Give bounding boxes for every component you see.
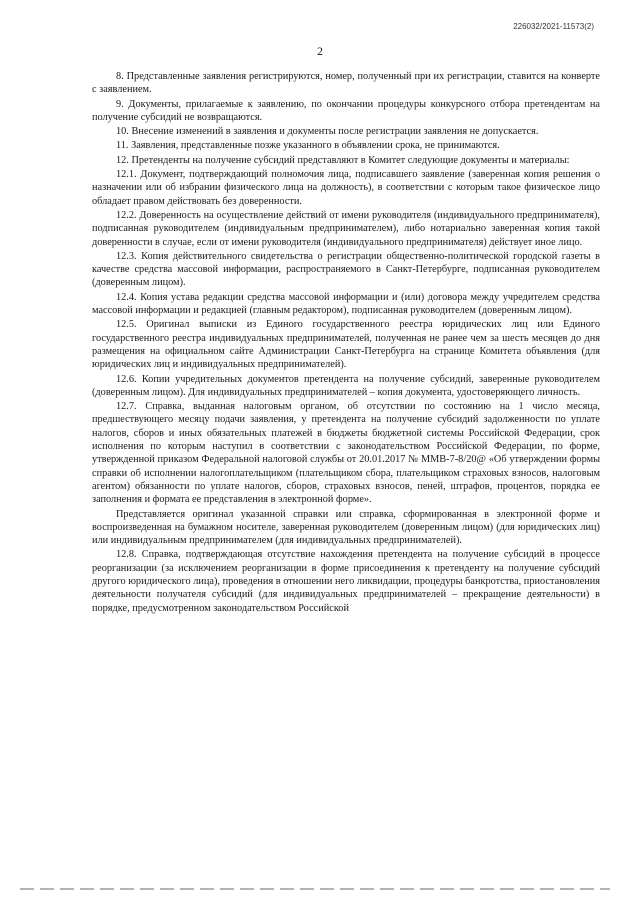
document-number: 226032/2021-11573(2): [513, 22, 594, 31]
document-body: [92, 70, 600, 616]
paragraph-10: 10. Внесение изменений в заявления и документы после регистрации заявления не допускается.: [116, 126, 539, 138]
paragraph-12-4: 12.4. Копия устава редакции средства массовой информации и (или) договора между учредителем средства массовой информации и редакцией (главным редактором), подписанная руководителем (доверенным лицом).: [92, 291, 600, 317]
paragraph-12-1: 12.1. Документ, подтверждающий полномочия лица, подписавшего заявление (заверенная копия решения о назначении или об избрании физического лица на должность), в соответствии с которым такое физическое лицо обладает правом действовать без доверенности.: [92, 169, 600, 207]
paragraph-11: 11. Заявления, представленные позже указанного в объявлении срока, не принимаются.: [116, 140, 500, 152]
paragraph-9: 9. Документы, прилагаемые к заявлению, по окончании процедуры конкурсного отбора претендентам на получение субсидий не возвращаются.: [92, 98, 600, 123]
paragraph-12-7: 12.7. Справка, выданная налоговым органом, об отсутствии по состоянию на 1 число месяца, предшествующего месяцу подачи заявления, у претендента на получение субсидий задолженности по уплате налогов, сборов и иных обязательных платежей в бюджеты бюджетной системы Российской Федерации, срок исполнения по которым наступил в соответствии с законодательством Российской Федерации, по форме, утвержденной приказом Федеральной налоговой службы от 20.01.2017 № ММВ-7-8/20@ «Об утверждении формы справки об исполнении налогоплательщиком (плательщиком сбора, плательщиком страховых взносов, налоговым агентом) обязанности по уплате налогов, сборов, страховых взносов, пеней, штрафов, процентов, порядка ее заполнения и формата ее представления в электронной форме».: [92, 401, 600, 506]
paragraph-12-8: 12.8. Справка, подтверждающая отсутствие нахождения претендента на получение субсидий в процессе реорганизации (за исключением реорганизации в форме присоединения к претенденту на получение субсидий другого юридического лица), проведения в отношении него ликвидации, процедуры банкротства, приостановления деятельности получателя субсидий (для индивидуальных предпринимателей – прекращение деятельности) в порядке, предусмотренном законодательством Российской: [92, 549, 600, 614]
paragraph-12: 12. Претенденты на получение субсидий представляют в Комитет следующие документы и материалы:: [116, 154, 570, 166]
paragraph-12-2: 12.2. Доверенность на осуществление действий от имени руководителя (индивидуального предпринимателя), подписанная руководителем (индивидуальным предпринимателем), либо нотариально заверенная копия такой доверенности в случае, если от имени руководителя (индивидуального предпринимателя) действует иное лицо.: [92, 209, 600, 248]
paragraph-12-6: 12.6. Копии учредительных документов претендента на получение субсидий, заверенные руководителем (доверенным лицом). Для индивидуальных предпринимателей – копия документа, удостоверяющего личность.: [92, 373, 600, 398]
paragraph-12-5: 12.5. Оригинал выписки из Единого государственного реестра юридических лиц или Единого государственного реестра индивидуальных предпринимателей, полученная не ранее чем за шесть месяцев до дня размещения на официальном сайте Администрации Санкт-Петербурга на странице Комитета объявления (для юридических лиц и индивидуальных предпринимателей).: [92, 319, 600, 371]
paragraph-12-3: 12.3. Копия действительного свидетельства о регистрации общественно-политической городской газеты в качестве средства массовой информации, распространяемого в Санкт-Петербурге, подписанная руководителем (доверенным лицом).: [92, 250, 600, 289]
paragraph-8: 8. Представленные заявления регистрируются, номер, полученный при их регистрации, ставится на конверте с заявлением.: [92, 71, 600, 96]
scan-artifact-line: [20, 888, 610, 890]
paragraph-12-7-note: Представляется оригинал указанной справки или справка, сформированная в электронной форме и воспроизведенная на бумажном носителе, заверенная руководителем (доверенным лицом) (для юридических лиц) или индивидуальным предпринимателем (для индивидуальных предпринимателей).: [92, 508, 600, 547]
page-number: 2: [317, 44, 323, 58]
